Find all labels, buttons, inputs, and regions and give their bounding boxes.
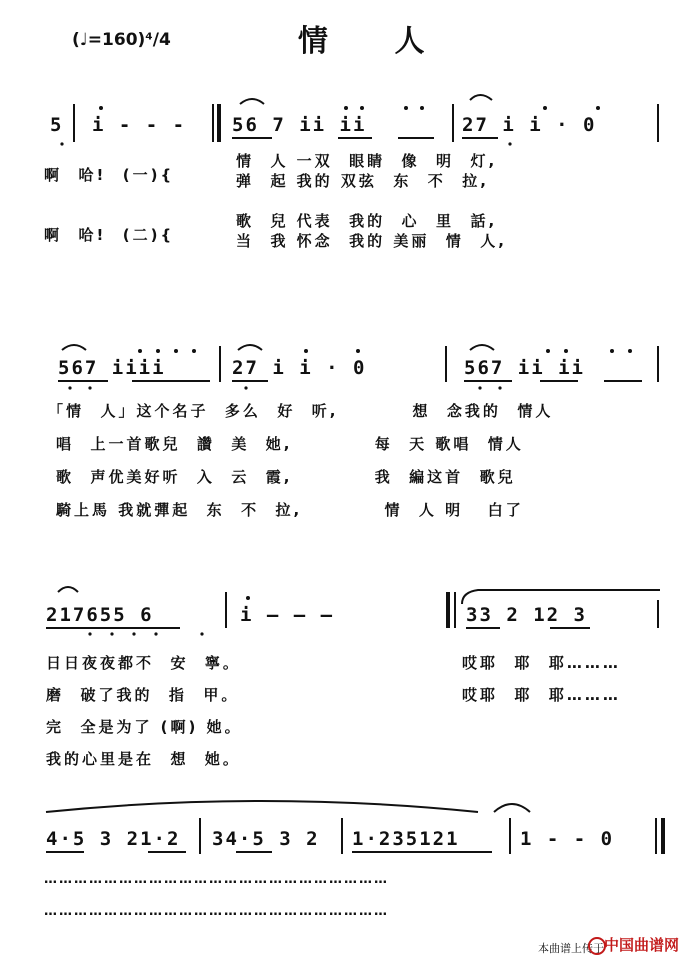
notes-pickup: 5 bbox=[50, 114, 64, 136]
refrain-line: 哎耶 耶 耶……… bbox=[462, 654, 621, 672]
verse2-line1: 歌 兒 代表 我的 心 里 話, bbox=[236, 212, 498, 230]
notes-measure-10: 4·5 3 21·2 bbox=[46, 828, 181, 850]
dotted-extension-line: …………………………………………………………… bbox=[44, 872, 389, 887]
refrain-line: 哎耶 耶 耶……… bbox=[462, 686, 621, 704]
lyrics-line: 磨 破了我的 指 甲。 bbox=[46, 686, 240, 704]
notes-measure-5: 27 i i · 0 bbox=[232, 357, 367, 379]
notes-measure-11: 34·5 3 2 bbox=[212, 828, 320, 850]
verse2-prefix: 啊 哈! (二){ bbox=[44, 226, 175, 244]
notes-measure-12: 1·235121 bbox=[352, 828, 460, 850]
verse2-line2: 当 我 怀念 我的 美丽 情 人, bbox=[236, 232, 507, 250]
notes-measure-8: i — — — bbox=[240, 604, 335, 626]
verse1-line1: 情 人 一双 眼睛 像 明 灯, bbox=[236, 152, 498, 170]
verse1-line2: 弹 起 我的 双弦 东 不 拉, bbox=[236, 172, 489, 190]
lyrics-line: 歌 声优美好听 入 云 霞, 我 編这首 歌兒 bbox=[56, 468, 516, 486]
notes-measure-1: i - - - bbox=[92, 114, 187, 136]
page-title: 情 人 bbox=[298, 24, 453, 59]
verse1-prefix: 啊 哈! (一){ bbox=[44, 166, 175, 184]
lyrics-line: 日日夜夜都不 安 寧。 bbox=[46, 654, 241, 672]
site-name: 中国曲谱网 bbox=[604, 936, 680, 954]
tempo-marking: (♩=160)⁴/4 bbox=[72, 30, 171, 50]
footer-upload-text: 本曲谱上传于 bbox=[538, 942, 604, 955]
lyrics-line: 「情 人」这个名子 多么 好 听, 想 念我的 情人 bbox=[48, 402, 554, 420]
lyrics-line: 騎上馬 我就彈起 东 不 拉, 情 人 明 白了 bbox=[56, 501, 524, 519]
dotted-extension-line: …………………………………………………………… bbox=[44, 904, 389, 919]
lyrics-line: 完 全是为了 (啊) 她。 bbox=[46, 718, 243, 736]
notes-measure-7: 217655 6 bbox=[46, 604, 154, 626]
notes-measure-2: 56 7 ii ii bbox=[232, 114, 367, 136]
notes-measure-3: 27 i i · 0 bbox=[462, 114, 597, 136]
notes-measure-4: 567 iiii bbox=[58, 357, 166, 379]
notes-measure-13: 1 - - 0 bbox=[520, 828, 615, 850]
lyrics-line: 唱 上一首歌兒 讚 美 她, 每 天 歌唱 情人 bbox=[56, 435, 524, 453]
notes-measure-9: 33 2 12 3 bbox=[466, 604, 587, 626]
notes-measure-6: 567 ii ii bbox=[464, 357, 585, 379]
lyrics-line: 我的心里是在 想 她。 bbox=[46, 750, 241, 768]
